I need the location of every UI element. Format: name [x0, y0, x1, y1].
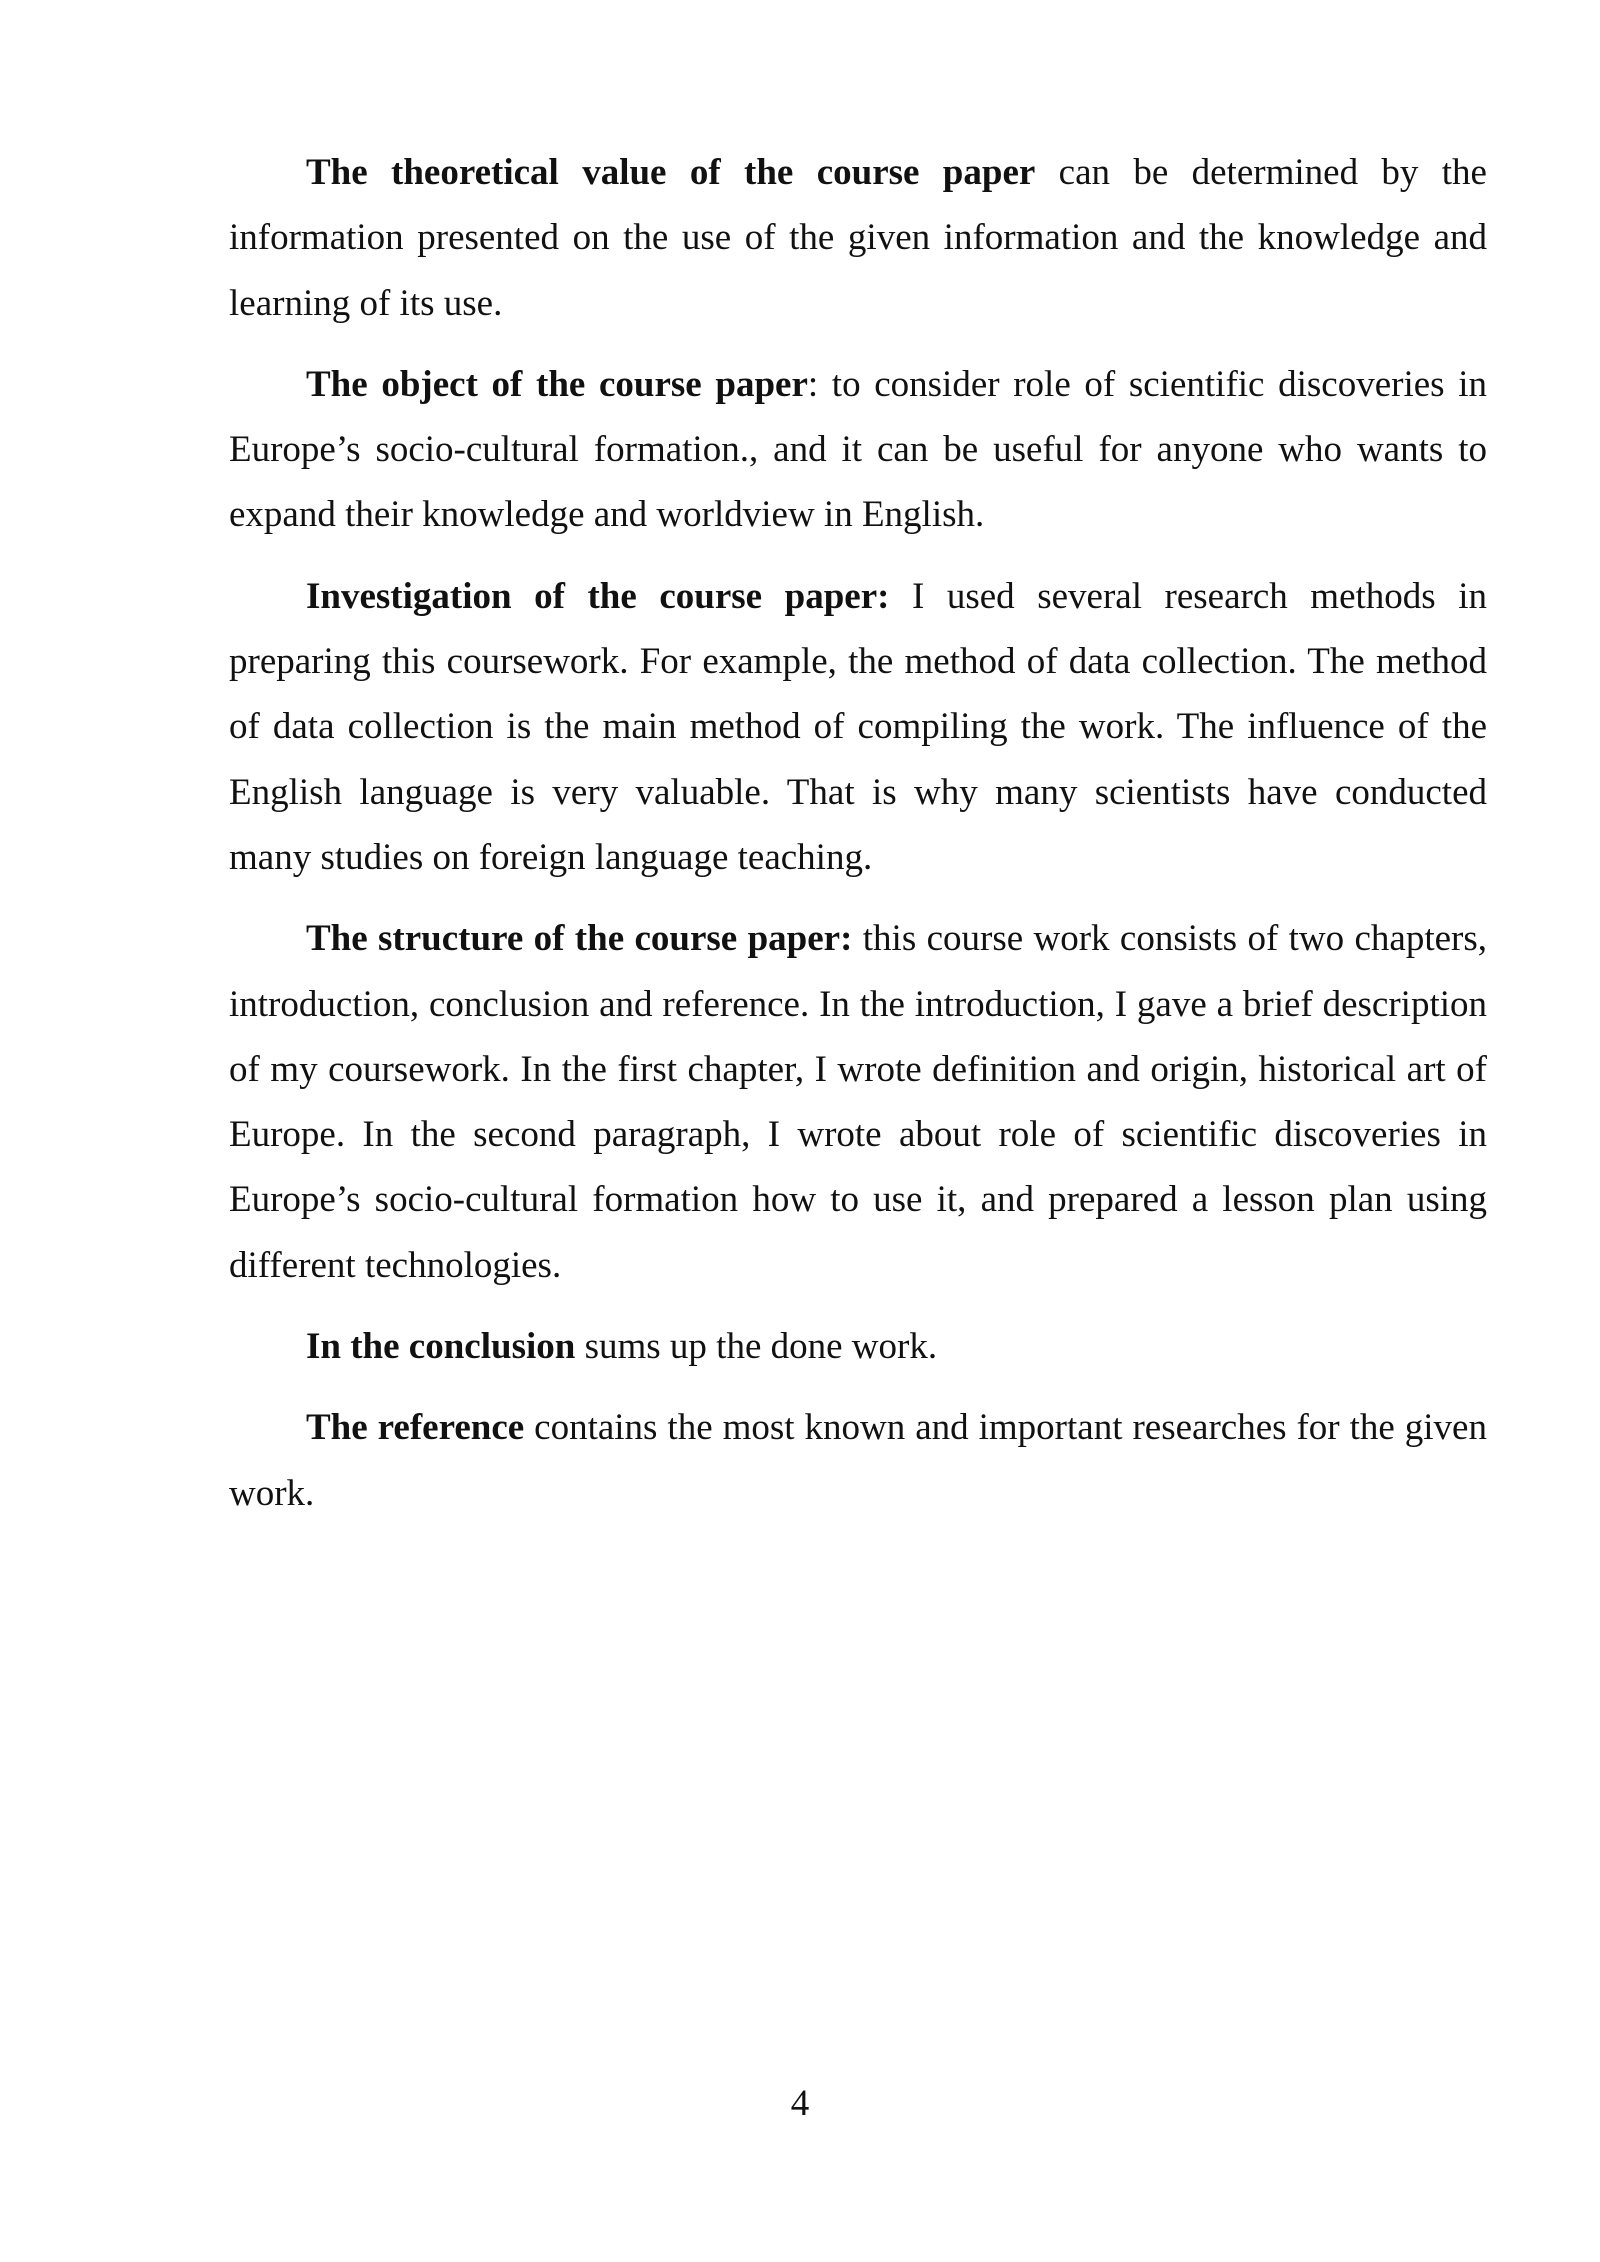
paragraph-heading: Investigation of the course paper:	[306, 575, 890, 617]
paragraph-body: contains the most known and important researches for the given work.	[229, 1407, 1487, 1514]
paragraph-heading: In the conclusion	[306, 1326, 576, 1368]
paragraph-body: sums up the done work.	[575, 1326, 938, 1368]
paragraph-reference	[229, 1395, 1487, 1526]
paragraph-heading: The theoretical value of the course paper	[306, 152, 1036, 193]
paragraph-object	[229, 352, 1487, 548]
paragraph-body: : to consider role of scientific discoveries in Europe’s socio-cultural formation., and it can be useful for anyone who wants to expand their knowledge and worldview in English.	[229, 363, 1487, 536]
paragraph-theoretical-value	[229, 140, 1487, 336]
paragraph-body: this course work consists of two chapters, introduction, conclusion and reference. In the introduction, I gave a brief description of my coursework. In the first chapter, I wrote definition and origin, historical art of Europe. In the second paragraph, I wrote about role of scientific discoveries in Europe’s socio-cultural formation how to use it, and prepared a lesson plan using different technologies.	[229, 918, 1487, 1286]
page-number: 4	[790, 2083, 810, 2124]
paragraph-heading: The reference	[306, 1407, 525, 1449]
paragraph-body: can be determined by the information presented on the use of the given information and the knowledge and learning of its use.	[229, 152, 1487, 324]
paragraph-investigation	[229, 564, 1487, 890]
paragraph-heading: The object of the course paper	[306, 363, 808, 405]
paragraph-structure	[229, 906, 1487, 1298]
paragraph-conclusion	[229, 1314, 1487, 1379]
paragraph-body: I used several research methods in preparing this coursework. For example, the method of data collection. The method of data collection is the main method of compiling the work. The influence of the English language is very valuable. That is why many scientists have conducted many studies on foreign language teaching.	[229, 575, 1487, 878]
paragraph-heading: The structure of the course paper:	[306, 918, 853, 960]
body-text	[229, 140, 1487, 1542]
